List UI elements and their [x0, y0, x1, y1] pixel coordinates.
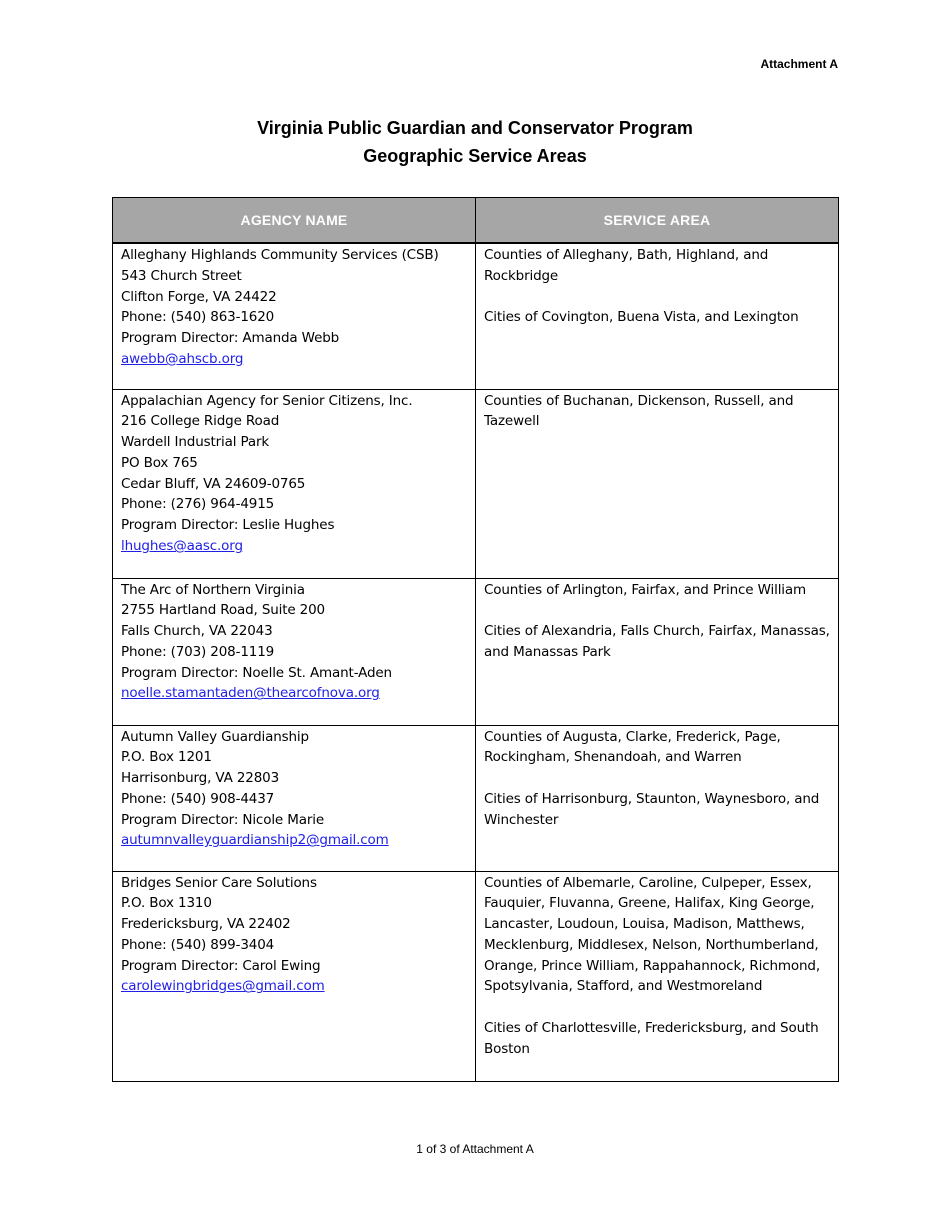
service-cities: Cities of Charlottesville, Fredericksburg, and South Boston: [484, 1020, 819, 1057]
agency-phone: Phone: (540) 899-3404: [121, 936, 275, 953]
service-counties: Counties of Alleghany, Bath, Highland, and Rockbridge: [484, 247, 769, 284]
agency-address-2: Wardell Industrial Park: [121, 434, 270, 451]
agency-po-box: P.O. Box 1201: [121, 749, 212, 766]
agency-phone: Phone: (540) 863-1620: [121, 309, 275, 326]
service-areas-table: [112, 197, 839, 1082]
agency-address: 216 College Ridge Road: [121, 413, 280, 430]
agency-name: Alleghany Highlands Community Services (CSB): [121, 247, 439, 263]
agency-email-link[interactable]: autumnvalleyguardianship2@gmail.com: [121, 832, 389, 849]
title-line-1: Virginia Public Guardian and Conservator Program: [257, 118, 693, 138]
agency-name: Bridges Senior Care Solutions: [121, 874, 317, 891]
agency-address: 543 Church Street: [121, 267, 242, 284]
service-counties: Counties of Buchanan, Dickenson, Russell, and Tazewell: [484, 392, 794, 430]
service-area-cell: [476, 725, 839, 871]
title-line-2: Geographic Service Areas: [363, 146, 587, 166]
agency-city: Clifton Forge, VA 24422: [121, 288, 277, 305]
agency-phone: Phone: (540) 908-4437: [121, 790, 275, 807]
service-area-cell: [476, 243, 839, 389]
service-cities: Cities of Harrisonburg, Staunton, Waynesboro, and Winchester: [484, 790, 820, 828]
agency-phone: Phone: (703) 208-1119: [121, 643, 275, 660]
agency-address: 2755 Hartland Road, Suite 200: [121, 602, 325, 619]
agency-cell: [113, 389, 476, 578]
attachment-label: Attachment A: [760, 57, 838, 71]
table-row: [113, 243, 839, 389]
agency-po-box: P.O. Box 1310: [121, 895, 212, 912]
service-counties: Counties of Albemarle, Caroline, Culpeper, Essex, Fauquier, Fluvanna, Greene, Halifax, King George, Lancaster, Loudoun, Louisa, Madison, Matthews, Mecklenburg, Middlesex, Nelson, Northumberland, Orange, Prince William, Rappahannock, Richmond, Spotsylvania, Stafford, and Westmoreland: [484, 874, 820, 995]
service-cities: Cities of Alexandria, Falls Church, Fairfax, Manassas, and Manassas Park: [484, 623, 830, 660]
page-footer: 1 of 3 of Attachment A: [416, 1142, 534, 1156]
column-header-service-area: SERVICE AREA: [476, 198, 839, 244]
service-area-cell: [476, 871, 839, 1081]
table-row: [113, 578, 839, 725]
agency-name: Autumn Valley Guardianship: [121, 728, 309, 745]
table-row: [113, 871, 839, 1081]
agency-director: Program Director: Amanda Webb: [121, 330, 340, 347]
service-area-cell: [476, 389, 839, 578]
table-row: [113, 725, 839, 871]
agency-po-box: PO Box 765: [121, 454, 198, 471]
agency-city: Falls Church, VA 22043: [121, 623, 273, 640]
document-title: [0, 114, 950, 170]
service-counties: Counties of Augusta, Clarke, Frederick, Page, Rockingham, Shenandoah, and Warren: [484, 728, 781, 766]
agency-email-link[interactable]: noelle.stamantaden@thearcofnova.org: [121, 685, 380, 702]
agency-name: The Arc of Northern Virginia: [121, 581, 305, 598]
agency-director: Program Director: Leslie Hughes: [121, 517, 335, 534]
agency-director: Program Director: Nicole Marie: [121, 811, 324, 828]
agency-phone: Phone: (276) 964-4915: [121, 496, 275, 513]
agency-name: Appalachian Agency for Senior Citizens, Inc.: [121, 392, 413, 409]
column-header-agency: AGENCY NAME: [113, 198, 476, 244]
agency-city: Cedar Bluff, VA 24609-0765: [121, 475, 306, 492]
agency-cell: [113, 725, 476, 871]
agency-email-link[interactable]: carolewingbridges@gmail.com: [121, 978, 325, 995]
table-row: [113, 389, 839, 578]
agency-city: Fredericksburg, VA 22402: [121, 916, 291, 933]
agency-cell: [113, 578, 476, 725]
agency-director: Program Director: Carol Ewing: [121, 957, 321, 974]
service-counties: Counties of Arlington, Fairfax, and Prince William: [484, 581, 807, 598]
agency-email-link[interactable]: lhughes@aasc.org: [121, 538, 243, 555]
service-area-cell: [476, 578, 839, 725]
agency-email-link[interactable]: awebb@ahscb.org: [121, 350, 244, 367]
agency-director: Program Director: Noelle St. Amant-Aden: [121, 664, 392, 681]
agency-cell: [113, 243, 476, 389]
table-header-row: [113, 198, 839, 244]
agency-cell: [113, 871, 476, 1081]
service-cities: Cities of Covington, Buena Vista, and Lexington: [484, 309, 799, 326]
agency-city: Harrisonburg, VA 22803: [121, 770, 280, 787]
